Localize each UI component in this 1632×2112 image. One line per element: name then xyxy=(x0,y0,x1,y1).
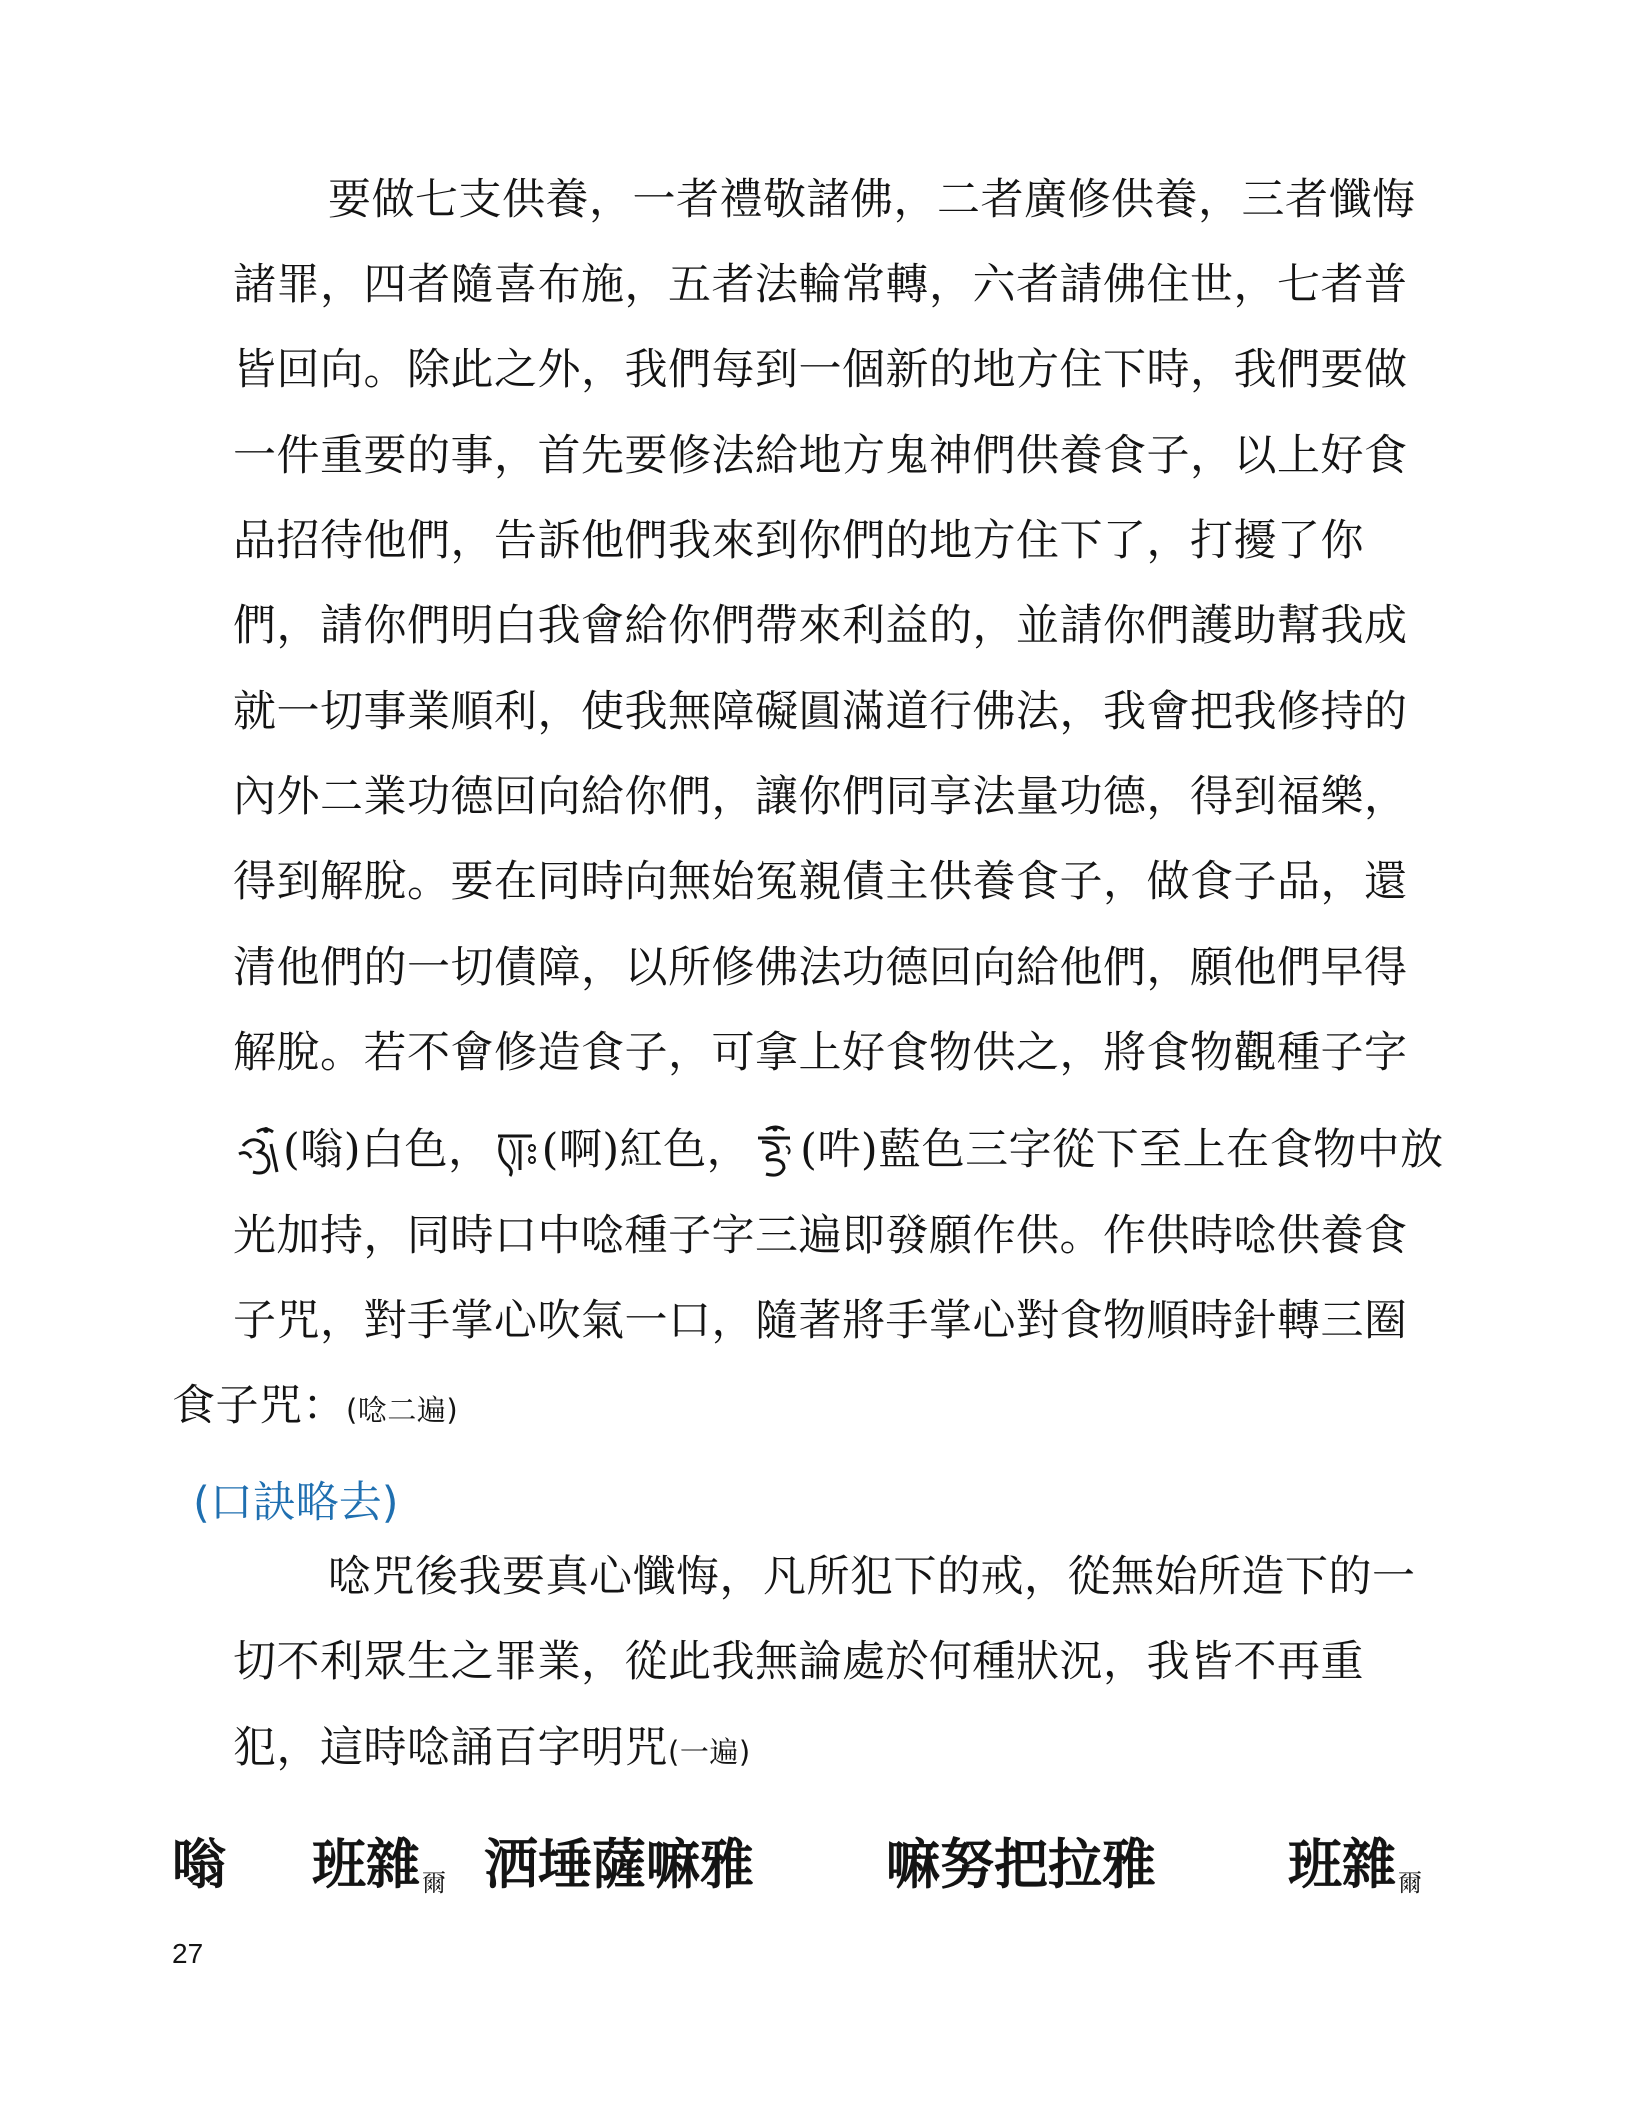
seed2-label: (啊)紅色， xyxy=(541,1125,751,1175)
mantra-word-5 xyxy=(1288,1828,1422,1919)
hundred-syllable-note: (一遍) xyxy=(668,1735,751,1769)
paragraph1-line-8: 內外二業功德回向給你們，讓你們同享法量功德，得到福樂， xyxy=(233,772,1408,822)
seed1-label: (嗡)白色， xyxy=(283,1125,492,1175)
paragraph2-line-2: 切不利眾生之罪業，從此我無論處於何種狀況，我皆不再重 xyxy=(233,1637,1364,1687)
food-mantra-line xyxy=(172,1378,1402,1438)
paragraph1-line-10: 清他們的一切債障，以所修佛法功德回向給他們，願他們早得 xyxy=(233,943,1408,993)
mantra-word-5-text: 班雜 xyxy=(1288,1832,1396,1896)
food-mantra-note: (唸二遍) xyxy=(346,1393,459,1427)
paragraph2-last-text: 犯，這時唸誦百字明咒 xyxy=(233,1723,668,1773)
paragraph1-line-6: 們，請你們明白我會給你們帶來利益的，並請你們護助幫我成 xyxy=(233,601,1408,651)
hundred-syllable-mantra xyxy=(172,1828,1462,1900)
paragraph1-line-5: 品招待他們，告訴他們我來到你們的地方住下了，打擾了你 xyxy=(233,516,1364,566)
paragraph1-line-2: 諸罪，四者隨喜布施，五者法輪常轉，六者請佛住世，七者普 xyxy=(233,260,1408,310)
paragraph1-line-14: 子咒，對手掌心吹氣一口，隨著將手掌心對食物順時針轉三圈 xyxy=(233,1296,1408,1346)
paragraph1-line-3: 皆回向。除此之外，我們每到一個新的地方住下時，我們要做 xyxy=(233,345,1408,395)
mantra-word-4: 嘛努把拉雅 xyxy=(886,1832,1156,1896)
paragraph1-line-9: 得到解脫。要在同時向無始冤親債主供養食子，做食子品，還 xyxy=(233,857,1408,907)
mantra-word-1: 嗡 xyxy=(172,1832,226,1896)
omitted-instructions-heading: (口訣略去) xyxy=(193,1478,399,1528)
mantra-word-5-small: 爾 xyxy=(1398,1869,1422,1897)
paragraph1-line-11: 解脫。若不會修造食子，可拿上好食物供之，將食物觀種子字 xyxy=(233,1028,1408,1078)
paragraph2-line-1: 唸咒後我要真心懺悔，凡所犯下的戒，從無始所造下的一 xyxy=(328,1552,1416,1602)
paragraph1-line-1: 要做七支供養，一者禮敬諸佛，二者廣修供養，三者懺悔 xyxy=(328,175,1416,225)
mantra-word-2-small: 爾 xyxy=(422,1869,446,1897)
seed-syllable-line xyxy=(233,1122,1463,1178)
mantra-word-2 xyxy=(312,1828,446,1919)
paragraph1-line-4: 一件重要的事，首先要修法給地方鬼神們供養食子，以上好食 xyxy=(233,431,1408,481)
paragraph2-line-3 xyxy=(233,1720,1463,1780)
paragraph1-line-7: 就一切事業順利，使我無障礙圓滿道行佛法，我會把我修持的 xyxy=(233,687,1408,737)
om-seed-syllable-icon xyxy=(233,1122,283,1178)
ah-seed-syllable-icon xyxy=(492,1122,542,1178)
paragraph1-line-13: 光加持，同時口中唸種子字三遍即發願作供。作供時唸供養食 xyxy=(233,1211,1408,1261)
food-mantra-label: 食子咒： xyxy=(172,1381,346,1431)
hum-seed-syllable-icon xyxy=(750,1122,800,1178)
seed3-label: (吽)藍色三字從下至上在食物中放 xyxy=(800,1125,1444,1175)
mantra-word-3: 洒埵薩嘛雅 xyxy=(484,1832,754,1896)
mantra-word-2-text: 班雜 xyxy=(312,1832,420,1896)
page-number: 27 xyxy=(172,1938,204,1969)
